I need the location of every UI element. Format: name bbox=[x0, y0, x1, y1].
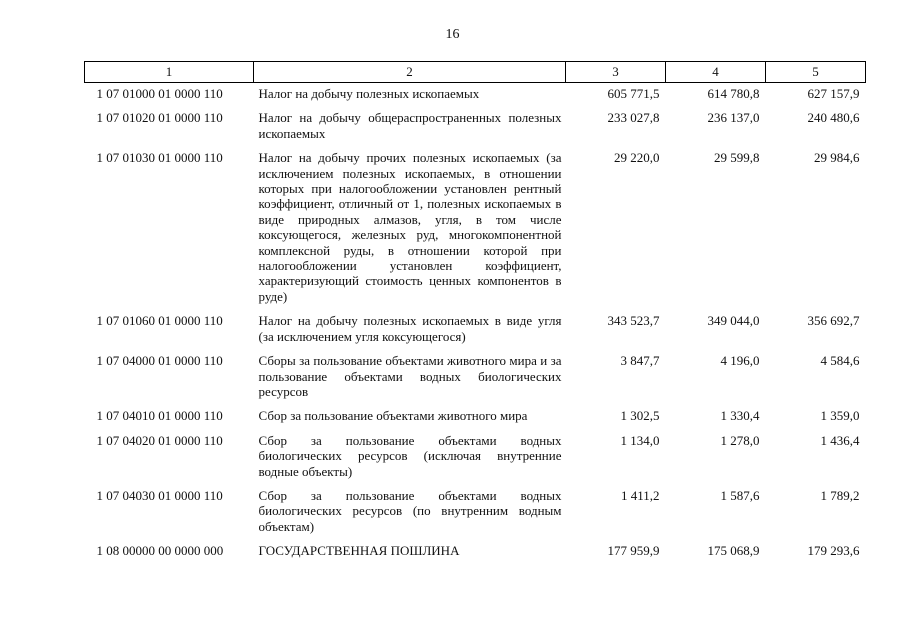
column-header-value-1: 3 bbox=[566, 62, 666, 83]
row-name: ГОСУДАРСТВЕННАЯ ПОШЛИНА bbox=[258, 543, 460, 559]
row-value-3: 356 692,7 bbox=[807, 313, 860, 329]
table-row bbox=[85, 107, 866, 147]
row-value-3: 627 157,9 bbox=[807, 86, 860, 101]
row-value-2: 1 587,6 bbox=[720, 487, 760, 503]
row-code: 1 08 00000 00 0000 000 bbox=[96, 543, 224, 559]
table-row bbox=[85, 147, 866, 310]
table-row bbox=[85, 83, 866, 108]
column-header-value-3: 5 bbox=[766, 62, 866, 83]
table-row bbox=[85, 310, 866, 350]
page-number: 16 bbox=[445, 27, 460, 42]
row-value-1: 29 220,0 bbox=[614, 150, 660, 166]
row-name: Сборы за пользование объектами животного мира и за пользование объектами водных биологических ресурсов bbox=[258, 353, 562, 399]
row-code: 1 07 01030 01 0000 110 bbox=[96, 150, 223, 166]
row-value-3: 1 359,0 bbox=[820, 408, 860, 424]
row-value-1: 1 134,0 bbox=[620, 432, 660, 448]
budget-revenue-table bbox=[84, 61, 866, 565]
row-value-2: 349 044,0 bbox=[707, 313, 760, 329]
row-value-2: 1 278,0 bbox=[720, 432, 760, 448]
row-name: Сбор за пользование объектами водных биологических ресурсов (исключая внутренние водные объекты) bbox=[258, 432, 562, 479]
row-value-1: 233 027,8 bbox=[607, 110, 660, 126]
row-value-3: 1 436,4 bbox=[820, 432, 860, 448]
row-code: 1 07 01020 01 0000 110 bbox=[96, 110, 223, 126]
row-code: 1 07 04030 01 0000 110 bbox=[96, 487, 223, 503]
row-value-3: 240 480,6 bbox=[807, 110, 860, 126]
row-value-1: 1 302,5 bbox=[620, 408, 660, 424]
row-code: 1 07 01000 01 0000 110 bbox=[96, 86, 223, 101]
row-name: Сбор за пользование объектами водных биологических ресурсов (по внутренним водным объектам) bbox=[258, 487, 562, 534]
column-header-value-2: 4 bbox=[666, 62, 766, 83]
row-code: 1 07 04000 01 0000 110 bbox=[96, 353, 223, 369]
column-header-name: 2 bbox=[254, 62, 566, 83]
row-name: Сбор за пользование объектами животного мира bbox=[258, 408, 528, 424]
row-value-1: 343 523,7 bbox=[607, 313, 660, 329]
row-value-3: 4 584,6 bbox=[820, 353, 860, 369]
row-value-2: 614 780,8 bbox=[707, 86, 760, 101]
row-value-1: 605 771,5 bbox=[607, 86, 660, 101]
row-name: Налог на добычу общераспространенных полезных ископаемых bbox=[258, 110, 562, 141]
row-value-3: 1 789,2 bbox=[820, 487, 860, 503]
row-code: 1 07 04020 01 0000 110 bbox=[96, 432, 223, 448]
row-name: Налог на добычу полезных ископаемых bbox=[258, 86, 480, 101]
row-value-3: 179 293,6 bbox=[807, 543, 860, 559]
row-value-2: 4 196,0 bbox=[720, 353, 760, 369]
row-code: 1 07 01060 01 0000 110 bbox=[96, 313, 223, 329]
table-row bbox=[85, 430, 866, 485]
row-name: Налог на добычу прочих полезных ископаемых (за исключением полезных ископаемых, в отношении которых при налогообложении установлен рентный коэффициент, отличный от 1, полезных ископаемых в виде природных алмазов, угля, в том числе коксующегося, железных руд, многокомпонентной комплексной руды, в отношении которой при налогообложении установлен коэффициент, характеризующий стоимость ценных компонентов в руде) bbox=[258, 150, 562, 304]
row-value-2: 175 068,9 bbox=[707, 543, 760, 559]
row-value-2: 1 330,4 bbox=[720, 408, 760, 424]
column-header-code: 1 bbox=[85, 62, 254, 83]
row-value-2: 236 137,0 bbox=[707, 110, 760, 126]
row-value-1: 1 411,2 bbox=[620, 487, 660, 503]
table-row bbox=[85, 540, 866, 564]
table-row bbox=[85, 350, 866, 405]
row-code: 1 07 04010 01 0000 110 bbox=[96, 408, 223, 424]
row-name: Налог на добычу полезных ископаемых в виде угля (за исключением угля коксующегося) bbox=[258, 313, 562, 344]
row-value-1: 3 847,7 bbox=[620, 353, 660, 369]
row-value-3: 29 984,6 bbox=[814, 150, 860, 166]
table-header-row bbox=[85, 62, 866, 83]
row-value-1: 177 959,9 bbox=[607, 543, 660, 559]
table-row bbox=[85, 485, 866, 540]
table-row bbox=[85, 405, 866, 429]
row-value-2: 29 599,8 bbox=[714, 150, 760, 166]
